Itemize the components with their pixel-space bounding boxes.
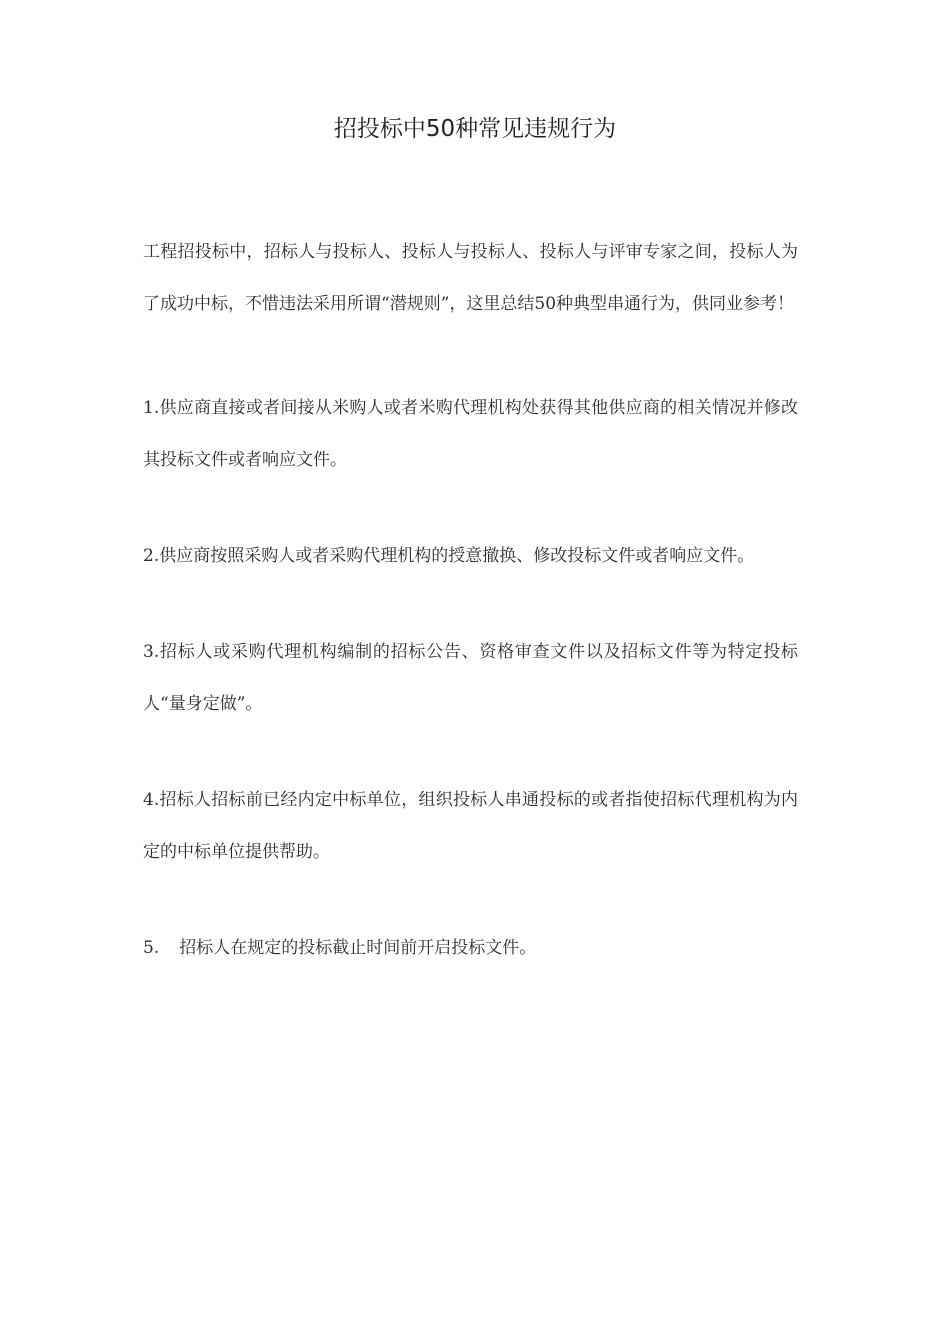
list-item-5 xyxy=(143,922,798,974)
item-text: 招标人招标前已经内定中标单位，组织投标人串通投标的或者指使招标代理机构为内定的中标单位提供帮助。 xyxy=(143,790,798,862)
list-item-2 xyxy=(143,530,798,582)
item-text: 招标人或采购代理机构编制的招标公告、资格审查文件以及招标文件等为特定投标人“量身定做”。 xyxy=(143,642,798,714)
item-number: 4. xyxy=(143,790,160,810)
item-number: 3. xyxy=(143,642,160,662)
item-text: 供应商按照采购人或者采购代理机构的授意撤换、修改投标文件或者响应文件。 xyxy=(159,546,755,566)
document-title: 招投标中50种常见违规行为 xyxy=(333,116,617,142)
item-text: 供应商直接或者间接从米购人或者米购代理机构处获得其他供应商的相关情况并修改其投标文件或者响应文件。 xyxy=(143,398,798,470)
item-number: 2. xyxy=(143,546,160,566)
intro-paragraph: 工程招投标中，招标人与投标人、投标人与投标人、投标人与评审专家之间，投标人为了成功中标，不惜违法采用所谓“潜规则”，这里总结50种典型串通行为，供同业参考！ xyxy=(143,242,798,314)
item-number: 1. xyxy=(143,398,160,418)
item-number: 5. xyxy=(143,938,160,958)
item-text: 招标人在规定的投标截止时间前开启投标文件。 xyxy=(179,938,537,958)
document-body xyxy=(143,226,798,1018)
list-item-4 xyxy=(143,774,798,878)
list-item-1 xyxy=(143,382,798,486)
list-item-3 xyxy=(143,626,798,730)
